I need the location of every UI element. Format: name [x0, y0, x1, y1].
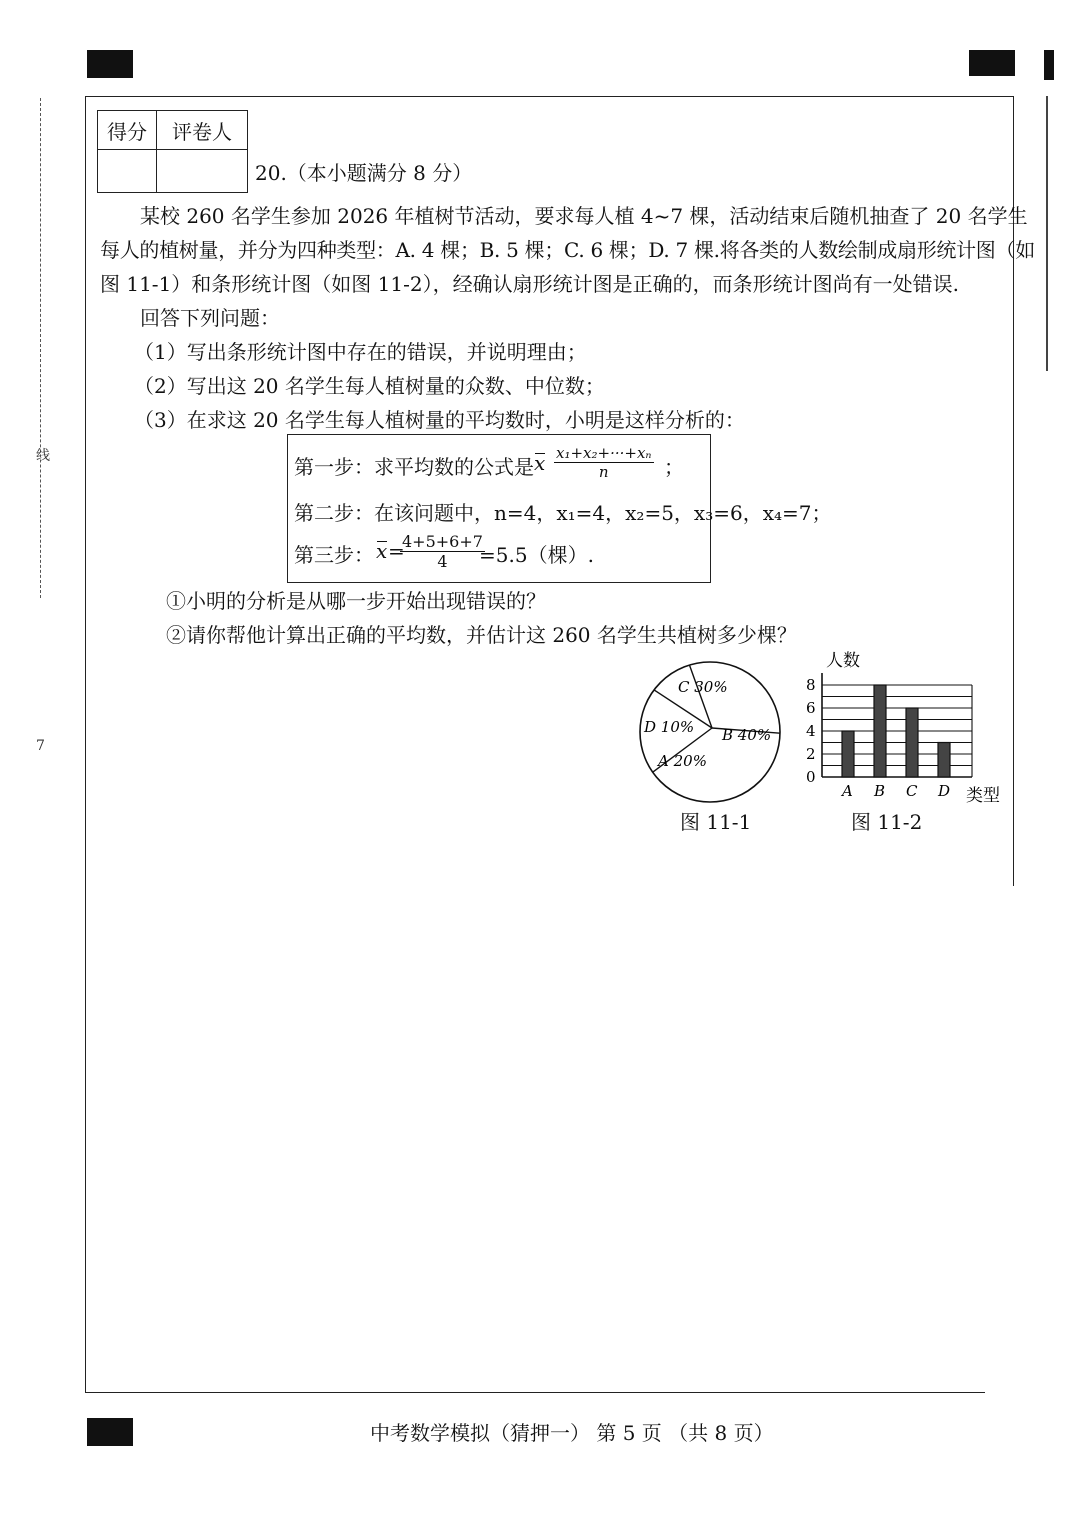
question-paragraph-line-1: 某校 260 名学生参加 2026 年植树节活动，要求每人植 4~7 棵，活动结束后随机抽查了 20 名学生 [140, 204, 1028, 228]
step-3-denominator: 4 [437, 552, 448, 571]
step-1-end: ； [664, 455, 684, 479]
bar-chart [800, 648, 1010, 808]
sub-question-2: ②请你帮他计算出正确的平均数，并估计这 260 名学生共植树多少棵？ [166, 623, 797, 647]
score-header: 得分 [98, 111, 157, 150]
step-1-fraction [554, 444, 654, 481]
answer-prompt: 回答下列问题： [140, 306, 280, 330]
pie-caption: 图 11-1 [680, 810, 752, 834]
bar-a [842, 731, 854, 777]
score-cell[interactable] [98, 150, 157, 193]
binding-mark-seven: 7 [36, 738, 45, 754]
bar-d [938, 743, 950, 778]
question-header: 20.（本小题满分 8 分） [255, 161, 473, 185]
step-3-label: 第三步： [294, 543, 374, 567]
sub-question-1: ①小明的分析是从哪一步开始出现错误的？ [166, 589, 546, 613]
bar-c [906, 708, 918, 777]
bar-category-label-b: B [874, 782, 886, 800]
step-1-denominator: n [598, 463, 609, 481]
part-1: （1）写出条形统计图中存在的错误，并说明理由； [134, 340, 587, 364]
bar-b [874, 685, 886, 777]
bar-category-label-d: D [938, 782, 951, 800]
registration-mark-top-right [969, 50, 1015, 76]
pie-slice-label-c: C 30% [678, 678, 728, 696]
pie-slice-label-b: B 40% [722, 726, 772, 744]
step-3-numerator: 4+5+6+7 [402, 532, 483, 551]
registration-mark-right-edge [1044, 50, 1054, 80]
bar-caption: 图 11-2 [851, 810, 923, 834]
question-paragraph-line-2: 每人的植树量，并分为四种类型：A. 4 棵；B. 5 棵；C. 6 棵；D. 7 棵.将各类的人数绘制成扇形统计图（如 [100, 238, 1035, 262]
bar-x-axis-label: 类型 [966, 786, 1000, 806]
step-1-label: 第一步：求平均数的公式是 [294, 455, 534, 479]
bar-y-tick-label: 4 [806, 722, 816, 740]
bar-y-tick-label: 0 [806, 768, 816, 786]
pie-slice-label-d: D 10% [644, 718, 695, 736]
step-1-numerator: x₁+x₂+···+xₙ [556, 444, 652, 462]
grader-header: 评卷人 [157, 111, 248, 150]
frame-bottom-line [85, 1392, 985, 1393]
bar-y-tick-label: 8 [806, 676, 816, 694]
bar-category-label-c: C [906, 782, 918, 800]
part-2: （2）写出这 20 名学生每人植树量的众数、中位数； [134, 374, 605, 398]
bar-y-tick-label: 6 [806, 699, 816, 717]
step-1-mean-symbol: x [534, 451, 546, 475]
step-3-mean-symbol: x [376, 539, 388, 563]
score-table [97, 110, 248, 193]
registration-mark-bottom-left [87, 1418, 133, 1446]
frame-left-line [85, 96, 86, 1392]
step-2: 第二步：在该问题中，n=4，x₁=4，x₂=5，x₃=6，x₄=7； [294, 501, 832, 525]
bar-y-axis-label: 人数 [826, 651, 860, 671]
page-footer: 中考数学模拟（猜押一） 第 5 页 （共 8 页） [370, 1421, 774, 1445]
bar-category-label-a: A [842, 782, 853, 800]
step-3-equals: = [388, 539, 405, 563]
analysis-box [287, 434, 832, 583]
pie-chart [636, 658, 786, 808]
part-3: （3）在求这 20 名学生每人植树量的平均数时，小明是这样分析的： [134, 408, 745, 432]
question-paragraph-line-3: 图 11-1）和条形统计图（如图 11-2），经确认扇形统计图是正确的，而条形统计图尚有一处错误. [100, 272, 959, 296]
registration-mark-top-left [87, 50, 133, 78]
binding-mark-line: 线 [36, 448, 50, 464]
grader-cell[interactable] [157, 150, 248, 193]
page-edge-line [1046, 96, 1048, 371]
step-3-result: =5.5（棵）. [479, 543, 594, 567]
frame-top-line [85, 96, 1014, 97]
pie-slice-label-a: A 20% [658, 752, 707, 770]
binding-dashed-line [40, 98, 41, 598]
bar-y-tick-label: 2 [806, 745, 816, 763]
step-3-fraction [400, 532, 485, 571]
